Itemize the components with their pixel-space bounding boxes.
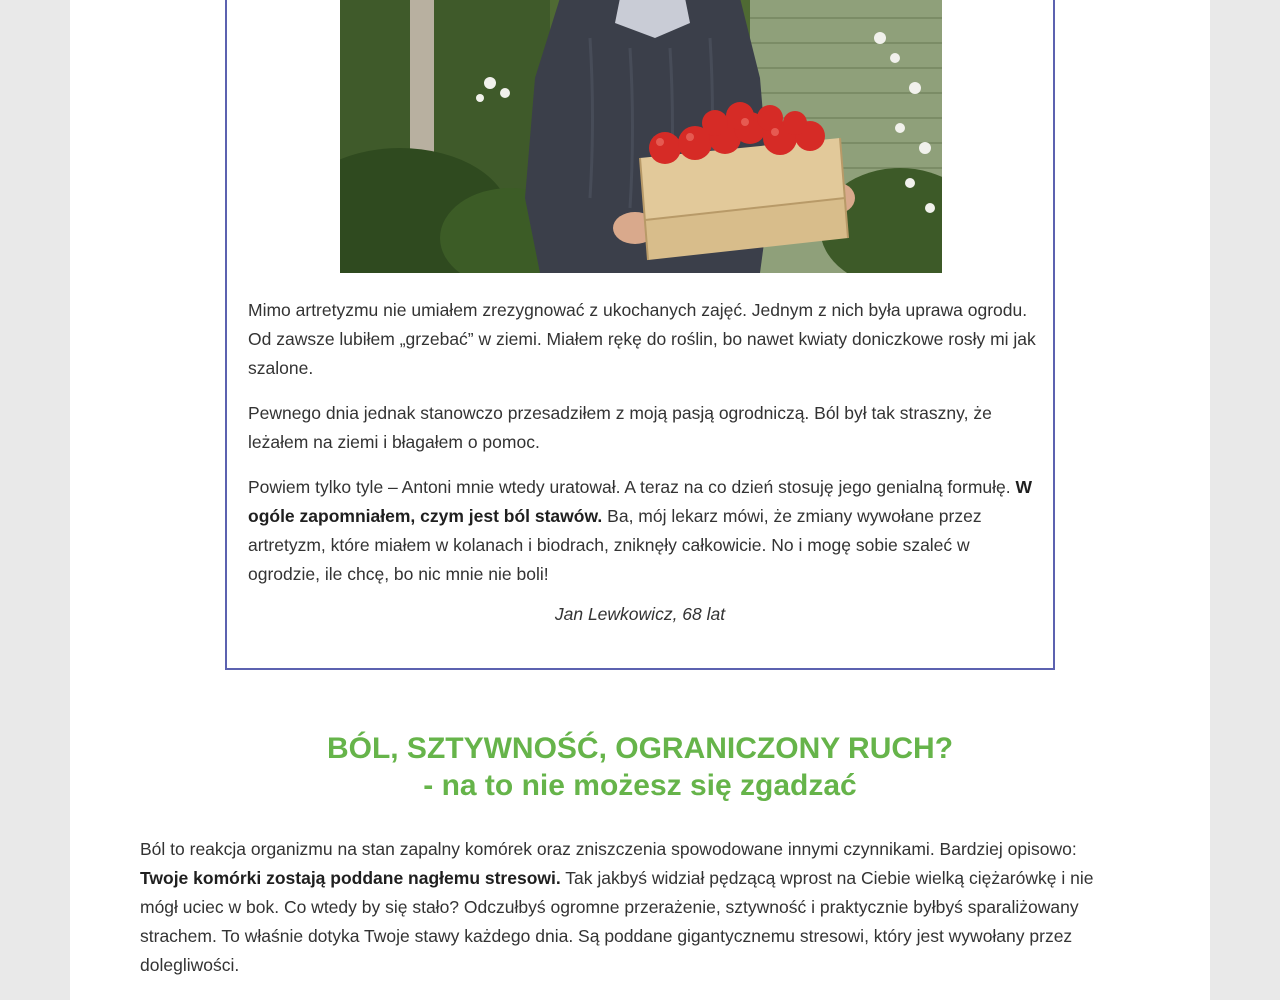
section-highlight: Twoje komórki zostają poddane nagłemu stresowi. <box>140 868 561 888</box>
section-heading <box>70 730 1210 804</box>
section-heading-line-2: - na to nie możesz się zgadzać <box>423 769 857 802</box>
gardener-photo <box>340 0 942 273</box>
testimonial-quote <box>248 296 1038 605</box>
page-content <box>70 0 1210 1000</box>
quote-paragraph-1: Mimo artretyzmu nie umiałem zrezygnować z ukochanych zajęć. Jednym z nich była uprawa ogrodu. Od zawsze lubiłem „grzebać” w ziemi. Miałem rękę do roślin, bo nawet kwiaty doniczkowe rosły mi jak szalone. <box>248 300 1036 378</box>
gardener-with-tomatoes-image <box>340 0 942 273</box>
section-body <box>140 835 1115 980</box>
testimonial-author: Jan Lewkowicz, 68 lat <box>554 604 726 624</box>
quote-highlight: W ogóle zapomniałem, czym jest ból stawów. <box>248 477 1033 526</box>
quote-paragraph-3: Powiem tylko tyle – Antoni mnie wtedy uratował. A teraz na co dzień stosuję jego genialną formułę. W ogóle zapomniałem, czym jest ból stawów. Ba, mój lekarz mówi, że zmiany wywołane przez artretyzm, które miałem w kolanach i biodrach, zniknęły całkowicie. No i mogę sobie szaleć w ogrodzie, ile chcę, bo nic mnie nie boli! <box>248 477 1033 584</box>
section-heading-line-1: BÓL, SZTYWNOŚĆ, OGRANICZONY RUCH? <box>326 732 954 765</box>
testimonial-box <box>225 0 1055 670</box>
quote-paragraph-2: Pewnego dnia jednak stanowczo przesadziłem z moją pasją ogrodniczą. Ból był tak straszny, że leżałem na ziemi i błagałem o pomoc. <box>248 403 992 452</box>
section-paragraph: Ból to reakcja organizmu na stan zapalny komórek oraz zniszczenia spowodowane innymi czynnikami. Bardziej opisowo: Twoje komórki zostają poddane nagłemu stresowi. Tak jakbyś widział pędzącą wprost na Ciebie wielką ciężarówkę i nie mógł uciec w bok. Co wtedy by się stało? Odczułbyś ogromne przerażenie, sztywność i praktycznie byłbyś sparaliżowany strachem. To właśnie dotyka Twoje stawy każdego dnia. Są poddane gigantycznemu stresowi, który jest wywołany przez dolegliwości. <box>140 839 1094 975</box>
